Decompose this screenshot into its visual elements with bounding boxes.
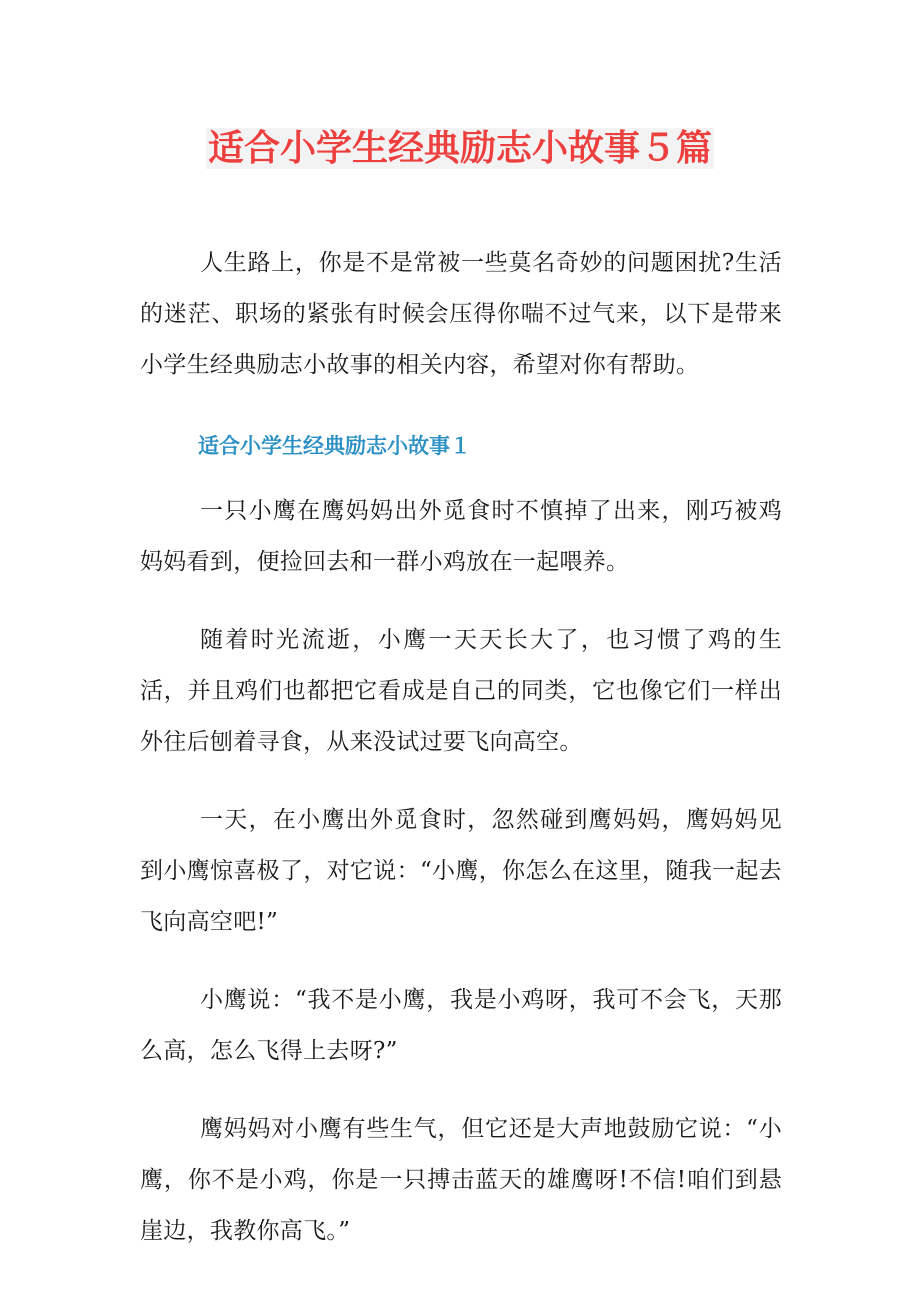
story-paragraph: 随着时光流逝，小鹰一天天长大了，也习惯了鸡的生活，并且鸡们也都把它看成是自己的同类，它也像它们一样出外往后刨着寻食，从来没试过要飞向高空。 <box>140 627 782 755</box>
document-title-text: 适合小学生经典励志小故事５篇 <box>207 128 712 169</box>
intro-paragraph: 人生路上，你是不是常被一些莫名奇妙的问题困扰?生活的迷茫、职场的紧张有时候会压得你喘不过气来，以下是带来小学生经典励志小故事的相关内容，希望对你有帮助。 <box>140 250 782 378</box>
story-paragraph: 一天，在小鹰出外觅食时，忽然碰到鹰妈妈，鹰妈妈见到小鹰惊喜极了，对它说：“小鹰，你怎么在这里，随我一起去飞向高空吧!” <box>140 807 782 935</box>
document-body <box>140 238 782 1284</box>
story-paragraph: 鹰妈妈对小鹰有些生气，但它还是大声地鼓励它说：“小鹰，你不是小鸡，你是一只搏击蓝天的雄鹰呀!不信!咱们到悬崖边，我教你高飞。” <box>140 1116 782 1244</box>
story-paragraph: 一只小鹰在鹰妈妈出外觅食时不慎掉了出来，刚巧被鸡妈妈看到，便捡回去和一群小鸡放在一起喂养。 <box>140 498 782 575</box>
story-paragraph: 小鹰说：“我不是小鹰，我是小鸡呀，我可不会飞，天那么高，怎么飞得上去呀?” <box>140 987 782 1064</box>
section-heading: 适合小学生经典励志小故事１ <box>198 434 471 458</box>
document-title <box>0 118 920 180</box>
